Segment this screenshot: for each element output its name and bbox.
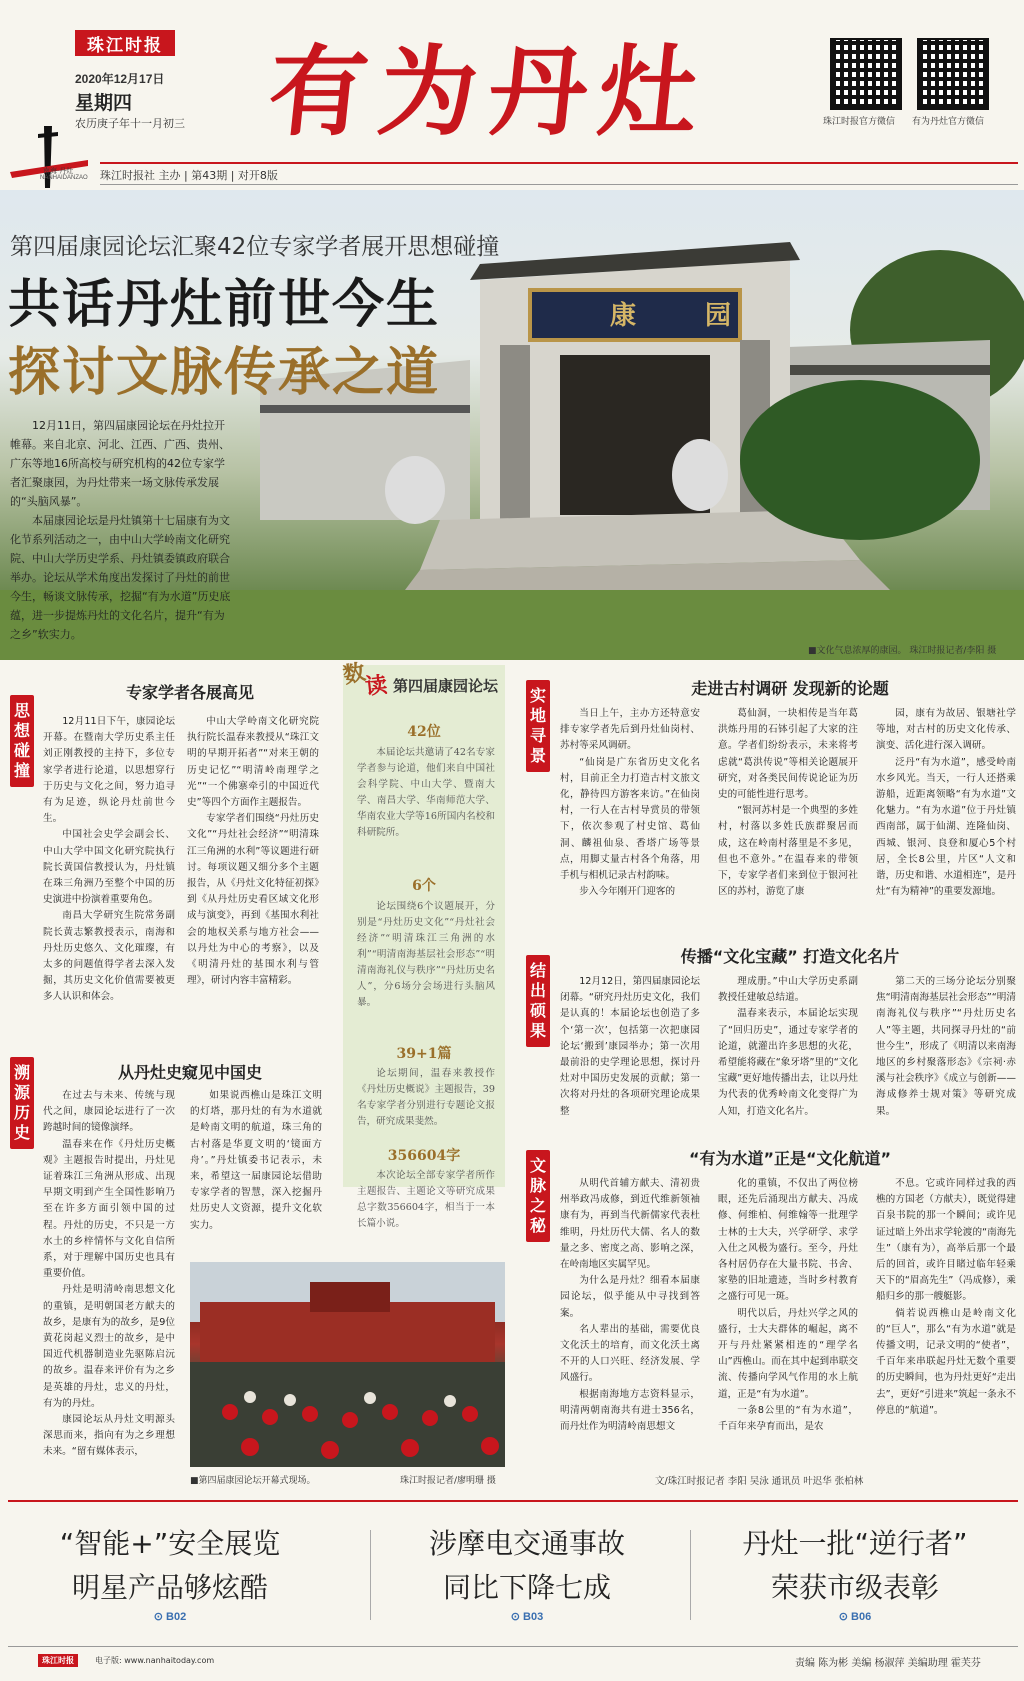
header-rule-thin <box>100 184 1018 185</box>
kicker: 第四届康园论坛汇聚42位专家学者展开思想碰撞 <box>10 234 500 260</box>
paragraph: 论坛期间，温春来教授作《丹灶历史概说》主题报告，39名专家学者分别进行专题论文报告，研究成果斐然。 <box>357 1068 495 1127</box>
paragraph: 论坛围绕6个议题展开，分别是“丹灶历史文化”“丹灶社会经济”“明清珠江三角洲的水利”“明清南海基层社会形态”“明清南海礼仪与秩序”“丹灶历史名人”，分6场分会场进行头脑风暴。 <box>357 901 495 1008</box>
article-col <box>718 706 858 918</box>
stat-number: 42位 <box>407 724 441 740</box>
photo-caption: ■第四届康园论坛开幕式现场。 <box>190 1476 316 1486</box>
paragraph: 明代以后，丹灶兴学之风的盛行，士大夫群体的崛起，离不开与丹灶紧紧相连的“理学名山”西樵山。而在其中起到串联交流、传播向学风气作用的水上航道，正是“有为水道”。 <box>718 1307 858 1400</box>
article-col <box>560 706 700 918</box>
paragraph: “仙岗是广东省历史文化名村，目前正全力打造古村文旅文化，静待四方游客来访。”在仙岗村，一行人在古村导赏员的带领下，依次参观了村史馆、葛仙洞、麟祖仙泉、香塔广场等景点，用脚丈量古村各个角落，用手机与相机记录古村韵味。 <box>560 756 700 882</box>
paragraph: 从明代首辅方献夫、清初贵州举政冯成修，到近代维新领袖康有为，再到当代新儒家代表杜维明，丹灶历代大儒、名人的数量之多、密度之高、影响之深，在岭南地区实属罕见。 <box>560 1178 700 1271</box>
paragraph: 专家学者们围绕“丹灶历史文化”“丹灶社会经济”“明清珠江三角洲的水利”等议题进行研讨。每项议题又细分多个主题报告，从《丹灶文化特征初探》到《从丹灶历史看区域文化形成与演变》，再到《基围水利社会的地权关系与地方社会——以丹灶为中心的考察》，以及《明清丹灶的基围水利与管理》，研讨内容丰富精彩。 <box>187 813 319 987</box>
paragraph: 园，康有为故居、银塘社学等地，对古村的历史文化传承、演变、活化进行深入调研。 <box>876 708 1016 752</box>
footer-paper-logo: 珠江时报 <box>38 1654 78 1667</box>
teaser-divider <box>8 1500 1018 1502</box>
teaser-line: “智能+”安全展览 <box>59 1527 281 1560</box>
sidebar-title: 第四届康园论坛 <box>393 677 499 695</box>
teaser-line: 明星产品够炫酷 <box>71 1571 268 1604</box>
paragraph: 化的重镇，不仅出了两位榜眼，还先后涌现出方献夫、冯成修、何维柏、何维翰等一批理学士林的士大夫，兴学研学、求学入仕之风极为盛行。至今，丹灶各村居仍存在大量书院、书舍、家塾的旧址遗迹，当时乡村教育之盛行可见一斑。 <box>718 1178 858 1303</box>
issue-date: 2020年12月17日 <box>75 72 165 86</box>
sidebar-title-shu: 数 <box>340 658 368 689</box>
article-col <box>560 1176 700 1470</box>
intro-paragraph: 本届康园论坛是丹灶镇第十七届康有为文化节系列活动之一，由中山大学岭南文化研究院、中山大学历史学系、丹灶镇委镇政府联合举办。论坛从学术角度出发探讨了丹灶的前世今生，畅谈文脉传承，挖掘“有为水道”历史底蕴，进一步提炼丹灶的文化名片，提升“有为之乡”软实力。 <box>10 514 231 641</box>
intro-text <box>10 416 232 644</box>
teaser-2[interactable] <box>372 1522 682 1623</box>
footer-site[interactable]: 电子版: www.nanhaitoday.com <box>95 1656 215 1665</box>
danzao-logo-mark <box>8 120 93 195</box>
paragraph: 一条8公里的“有为水道”，千百年来孕育而出，是农 <box>718 1404 858 1433</box>
header-rule <box>100 162 1018 164</box>
paragraph: 在过去与未来、传统与现代之间，康园论坛进行了一次跨越时间的镜像演绎。 <box>43 1090 175 1134</box>
headline-sub: 探讨文脉传承之道 <box>8 342 441 403</box>
qr-icon <box>917 38 989 110</box>
paragraph: 本届论坛共邀请了42名专家学者参与论道，他们来自中国社会科学院、中山大学、暨南大学、南昌大学、华南师范大学、华南农业大学等16所国内名校和科研院所。 <box>357 747 495 838</box>
article-col <box>876 974 1016 1120</box>
section-title-waterway: “有为水道”正是“文化航道” <box>688 1149 892 1168</box>
teaser-1[interactable] <box>10 1522 330 1623</box>
page-ref-link[interactable]: ⊙ B03 <box>510 1611 544 1623</box>
logo-mark-text: 南海·丹灶 <box>43 167 74 175</box>
section-tag-history: 溯源历史 <box>10 1057 34 1149</box>
stat-text <box>357 899 495 1011</box>
page-ref-link[interactable]: ⊙ B02 <box>153 1611 187 1623</box>
paragraph: 不息。它或许同样过我的西樵的方国老（方献夫），既觉得建百泉书院的那一个瞬间；或许见证过暗上外出求学轮渡的“南海先生”（康有为），高举后那一个最后的回首，或许目睹过临年轻乘天下的“眉高先生”（冯成修），乘船归乡的那一艘艇影。 <box>876 1178 1016 1303</box>
paragraph: 12月11日下午，康园论坛开幕。在暨南大学历史系主任刘正刚教授的主持下，多位专家学者进行论道，以思想穿行于历史与文化之间，努力追寻有为足迹，纵论丹灶前世今生。 <box>43 716 175 825</box>
paragraph: 本次论坛全部专家学者所作主题报告、主题论文等研究成果总字数356604字，相当于一本长篇小说。 <box>357 1170 495 1229</box>
page-ref-link[interactable]: ⊙ B06 <box>838 1611 872 1623</box>
paragraph: 倘若说西樵山是岭南文化的“巨人”，那么“有为水道”就是传播文明，记录文明的“使者”，千百年来串联起丹灶无数个重要的历史瞬间，也为丹灶更好“走出去”，更好“引进来”筑起一条永不停息的“航道”。 <box>876 1307 1016 1416</box>
teaser-line: 同比下降七成 <box>442 1571 611 1604</box>
qr-label-danzao: 有为丹灶官方微信 <box>912 117 985 127</box>
masthead-title: 有为丹灶 <box>263 35 716 150</box>
paragraph: “银河苏村是一个典型的多姓村，村落以多姓氏族群聚居而成，这在岭南村落里是不多见，但也不意外。”在温春来的带领下，专家学者们来到位于银河社区的苏村，游览了康 <box>718 805 858 898</box>
data-sidebar <box>340 658 505 1187</box>
footer-rule <box>8 1646 1018 1647</box>
article-col <box>718 974 858 1120</box>
headline-main: 共话丹灶前世今生 <box>8 274 441 335</box>
byline: 文/珠江时报记者 李阳 吴泳 通讯员 叶迟华 张柏林 <box>655 1476 864 1487</box>
teaser-line: 荣获市级表彰 <box>770 1571 939 1604</box>
section-tag-results: 结出硕果 <box>526 955 550 1047</box>
stat-number: 39+1篇 <box>396 1046 452 1062</box>
qr-icon <box>830 38 902 110</box>
paragraph: 步入今年刚开门迎客的 <box>579 886 676 898</box>
section-title-culture: 传播“文化宝藏” 打造文化名片 <box>680 947 900 966</box>
section-title-experts: 专家学者各展高见 <box>125 683 254 702</box>
paragraph: 根据南海地方志资料显示，明清两朝南海共有进士356名，而丹灶作为明清岭南思想文 <box>560 1388 700 1433</box>
paragraph: 温春来在作《丹灶历史概观》主题报告时提出，丹灶见证着珠江三角洲从形成、出现早期文明到产生全国性影响乃至在许多方面引领中国的过程。丹灶的历史，不只是一方水土的乡梓情怀与文化自信所系，对于理解中国历史也具有重要价值。 <box>43 1138 175 1280</box>
teaser-3[interactable] <box>695 1522 1015 1623</box>
photo-credit: 珠江时报记者/廖明珊 摄 <box>400 1476 496 1486</box>
qr-code-zhujiang[interactable] <box>830 38 902 110</box>
stat-text <box>357 1168 495 1232</box>
weekday: 星期四 <box>75 92 133 114</box>
paragraph: 南昌大学研究生院常务副院长黄志繁教授表示，南海和丹灶历史悠久、文化璀璨，有太多的问题值得学者去深入发掘，其历史文化价值需要被更多人认识和体会。 <box>43 910 175 1003</box>
article-col <box>718 1176 858 1470</box>
qr-code-danzao[interactable] <box>917 38 989 110</box>
section-title-village: 走进古村调研 发现新的论题 <box>691 679 889 698</box>
paragraph: 当日上午，主办方还特意安排专家学者先后到丹灶仙岗村、苏村等采风调研。 <box>560 708 700 752</box>
page-ref: B02 <box>166 1611 187 1623</box>
teaser-separator <box>370 1530 371 1620</box>
paragraph: 温春来表示，本届论坛实现了“回归历史”，通过专家学者的论道，就灌出许多思想的火花，希望能将藏在“象牙塔”里的“文化宝藏”更好地传播出去，让以丹灶为代表的优秀岭南文化变得广为人知，打造文化名片。 <box>718 1008 858 1117</box>
logo-mark-sub: NANHAIDANZAO <box>40 175 88 181</box>
article-col <box>43 714 175 1044</box>
page-ref: B03 <box>523 1611 544 1623</box>
section-title-history: 从丹灶史窥见中国史 <box>117 1063 262 1082</box>
paragraph: 葛仙洞，一块相传是当年葛洪炼丹用的石钵引起了大家的注意。学者们纷纷表示，未来将考虑就“葛洪传说”等相关论题展开研究，对各类民间传说论证为历史的可能性进行思考。 <box>718 708 858 801</box>
paragraph: 理成册。”中山大学历史系副教授任建敏总结道。 <box>718 976 858 1004</box>
opening-ceremony-photo <box>190 1262 505 1467</box>
ceremony-photo <box>190 1262 505 1467</box>
brush-logo-icon <box>8 120 93 195</box>
paragraph: 丹灶是明清岭南思想文化的重镇，是明朝国老方献夫的故乡，是康有为的故乡，是9位黄花岗起义烈士的故乡，是中国近代机器制造业先驱陈启沅的故乡。温春来评价有为之乡是英雄的丹灶，忠义的丹灶，有为的丹灶。 <box>43 1284 175 1409</box>
teaser-separator <box>690 1530 691 1620</box>
article-col <box>43 1088 175 1483</box>
stat-number: 356604字 <box>387 1148 461 1164</box>
paragraph: 12月12日，第四届康园论坛闭幕。“研究丹灶历史文化，我们是认真的！本届论坛也创造了多个‘第一次’，包括第一次把康园论坛‘搬到’康园举办；第一次用最前沿的史学理论思想，探讨丹灶对中国历史发展的贡献；第一次将对丹灶的各项研究理论成果整 <box>560 976 700 1117</box>
hero-caption: ■文化气息浓厚的康园。 珠江时报记者/李阳 摄 <box>808 646 997 656</box>
article-col <box>876 1176 1016 1470</box>
sidebar-title-du: 读 <box>363 671 389 701</box>
paper-logo: 珠江时报 <box>75 30 175 56</box>
teaser-line: 涉摩电交通事故 <box>428 1527 625 1560</box>
paragraph: 康园论坛从丹灶文明源头深思而来，指向有为之乡理想未来。“留有媒体表示， <box>43 1414 175 1458</box>
page-ref: B06 <box>851 1611 872 1623</box>
paragraph: 为什么是丹灶？细看本届康园论坛，似乎能从中寻找到答案。 <box>560 1275 700 1319</box>
paragraph: 泛丹“有为水道”，感受岭南水乡风光。当天，一行人还搭乘游船，近距离领略“有为水道”文化魅力。“有为水道”位于丹灶镇西南部，属于仙湖、连隆仙岗、西城、银河、良登和厦心5个村居，全长8公里，片区“人文和谐，历史和谐、水道相连”，是丹灶“有为精神”的重要发源地。 <box>876 756 1016 898</box>
stat-number: 6个 <box>412 878 436 894</box>
paragraph: 中国社会史学会副会长、中山大学中国文化研究院执行院长黄国信教授认为，丹灶镇在珠三角洲乃至整个中国的历史演进中扮演着重要角色。 <box>43 829 175 906</box>
paragraph: 名人辈出的基础，需要优良文化沃土的培育，而文化沃土离不开的人口兴旺、经济发展、学风盛行。 <box>560 1323 700 1384</box>
article-col <box>876 706 1016 918</box>
paragraph: 中山大学岭南文化研究院执行院长温春来教授从“珠江文明的早期开拓者”“对来王朝的历史记忆”“明清岭南理学之光”“一个佛寨牵引的中国近代史”等四个方面作主题报告。 <box>187 716 319 809</box>
issue-info: 珠江时报社 主办 | 第43期 | 对开8版 <box>100 169 278 182</box>
stat-text <box>357 1066 495 1130</box>
teaser-line: 丹灶一批“逆行者” <box>742 1527 968 1560</box>
paragraph: 如果说西樵山是珠江文明的灯塔，那丹灶的有为水道就是岭南文明的航道，珠三角的古村落是华夏文明的‘镜面方舟’。”丹灶镇委书记表示，未来，希望这一届康园论坛借助专家学者的智慧，深入挖掘丹灶历史人文资源，提升文化软实力。 <box>190 1090 322 1231</box>
article-col <box>560 974 700 1120</box>
section-tag-field: 实地寻景 <box>526 680 550 772</box>
qr-label-zhujiang: 珠江时报官方微信 <box>823 117 896 127</box>
intro-paragraph: 12月11日，第四届康园论坛在丹灶拉开帷幕。来自北京、河北、江西、广西、贵州、广东等地16所高校与研究机构的42位专家学者汇聚康园，为丹灶带来一场文脉传承发展的“头脑风暴”。 <box>10 419 230 508</box>
gate-sign: 康 园 <box>610 301 762 331</box>
lunar-date: 农历庚子年十一月初三 <box>75 117 185 130</box>
article-col <box>190 1088 322 1258</box>
section-tag-thought: 思想碰撞 <box>10 695 34 787</box>
paragraph: 第二天的三场分论坛分别聚焦“明清南海基层社会形态”“明清南海礼仪与秩序”“丹灶历史名人”等主题，共同探寻丹灶的“前世今生”，形成了《明清以来南海地区的乡村聚落形态》《宗祠·赤溪与社会秩序》《成立与创新——海成修养士规对策》等研究成果。 <box>876 976 1016 1117</box>
footer-credits: 责编 陈为彬 美编 杨淑萍 美编助理 霍芙芬 <box>795 1658 981 1669</box>
section-tag-context: 文脉之秘 <box>526 1150 550 1242</box>
stat-text <box>357 745 495 841</box>
article-col <box>187 714 319 1044</box>
